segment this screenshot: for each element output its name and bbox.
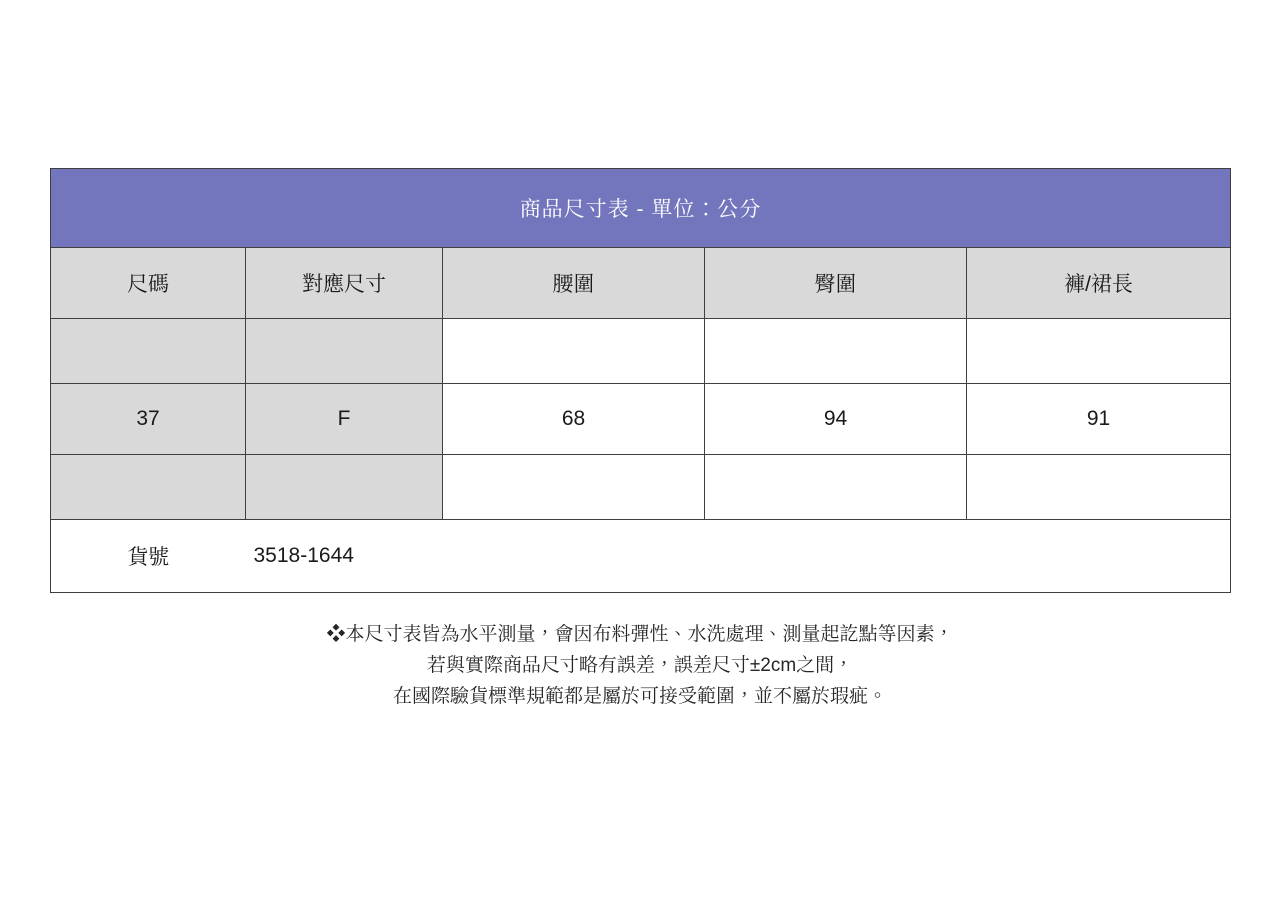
column-header-size-code: 尺碼 (51, 248, 246, 319)
size-chart-container (50, 168, 1230, 593)
cell-waist (443, 319, 705, 384)
cell-waist: 68 (443, 384, 705, 455)
item-number-value: 3518-1644 (246, 520, 443, 593)
cell-size-code (51, 319, 246, 384)
cell-hip (705, 319, 967, 384)
measurement-notes (0, 620, 1280, 712)
cell-size-code: 37 (51, 384, 246, 455)
size-chart-table (50, 168, 1231, 593)
footer-spacer-3 (967, 520, 1231, 593)
cell-length (967, 455, 1231, 520)
cell-size-code (51, 455, 246, 520)
table-row (51, 384, 1231, 455)
cell-length (967, 319, 1231, 384)
item-number-label: 貨號 (51, 520, 246, 593)
column-header-hip: 臀圍 (705, 248, 967, 319)
note-line-1: ❖本尺寸表皆為水平測量，會因布料彈性、水洗處理、測量起訖點等因素， (326, 624, 954, 645)
cell-hip: 94 (705, 384, 967, 455)
table-title-row (51, 169, 1231, 248)
table-row (51, 455, 1231, 520)
cell-corresponding-size (246, 319, 443, 384)
table-row (51, 319, 1231, 384)
table-footer-row (51, 520, 1231, 593)
column-header-waist: 腰圍 (443, 248, 705, 319)
cell-corresponding-size (246, 455, 443, 520)
note-line-3: 在國際驗貨標準規範都是屬於可接受範圍，並不屬於瑕疵。 (392, 685, 887, 707)
cell-corresponding-size: F (246, 384, 443, 455)
table-header-row (51, 248, 1231, 319)
column-header-length: 褲/裙長 (967, 248, 1231, 319)
footer-spacer-1 (443, 520, 705, 593)
column-header-corresponding-size: 對應尺寸 (246, 248, 443, 319)
cell-length: 91 (967, 384, 1231, 455)
table-title: 商品尺寸表 - 單位：公分 (51, 169, 1231, 248)
footer-spacer-2 (705, 520, 967, 593)
cell-waist (443, 455, 705, 520)
cell-hip (705, 455, 967, 520)
note-line-2: 若與實際商品尺寸略有誤差，誤差尺寸±2cm之間， (426, 654, 854, 676)
